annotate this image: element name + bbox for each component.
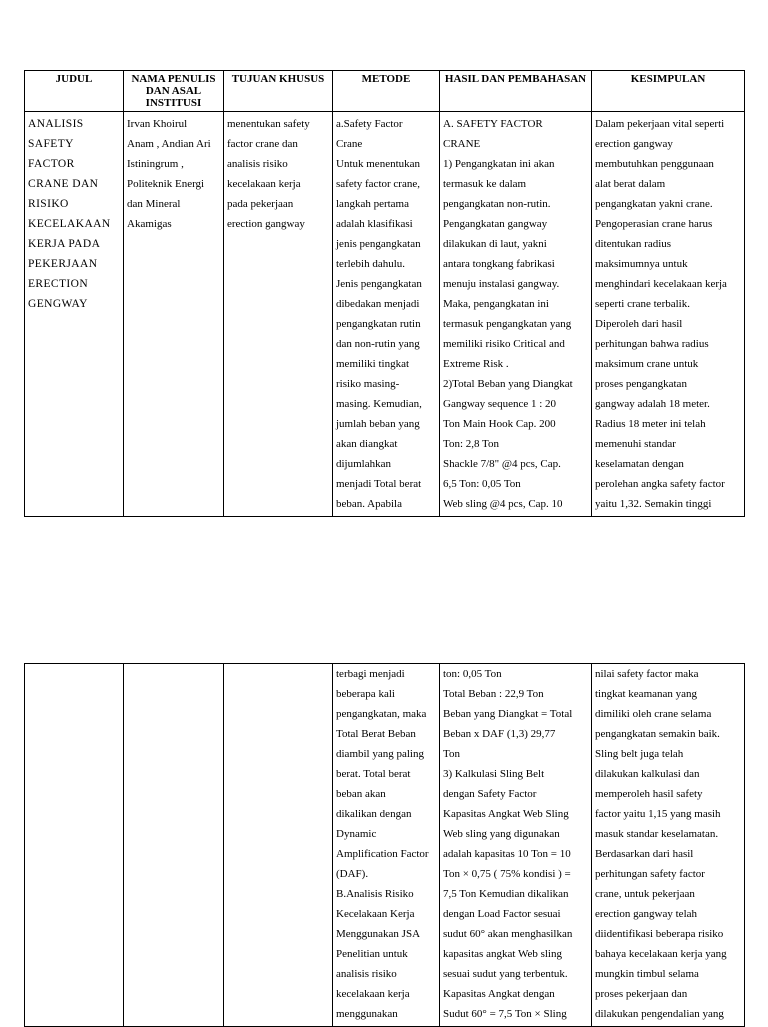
text-line: Maka, pengangkatan ini [443, 298, 549, 310]
text-line: erection gangway [227, 218, 305, 230]
text-line: Menggunakan JSA [336, 928, 421, 940]
text-line: GENGWAY [28, 298, 88, 310]
hasil-cell [440, 664, 592, 1027]
text-line: Penelitian untuk [336, 948, 408, 960]
text-line: Politeknik Energi [127, 178, 205, 190]
text-line: dimiliki oleh crane selama [595, 708, 712, 720]
header-judul: JUDUL [25, 71, 124, 112]
text-line: dengan Load Factor sesuai [443, 908, 561, 920]
text-line: Sudut 60° = 7,5 Ton × Sling [443, 1008, 567, 1020]
text-line: dijumlahkan [336, 458, 391, 470]
text-line: memiliki risiko Critical and [443, 338, 565, 350]
text-line: pengangkatan semakin baik. [595, 728, 720, 740]
text-line: masing. Kemudian, [336, 398, 422, 410]
review-table-page-2 [24, 663, 745, 1027]
penulis-cell [124, 112, 224, 517]
text-line: adalah klasifikasi [336, 218, 413, 230]
text-line: memperoleh hasil safety [595, 788, 703, 800]
text-line: CRANE DAN [28, 178, 99, 190]
text-line: sudut 60° akan menghasilkan [443, 928, 573, 940]
text-line: pengangkatan non-rutin. [443, 198, 551, 210]
text-line: pengangkatan, maka [336, 708, 427, 720]
text-line: maksimum crane untuk [595, 358, 699, 370]
text-line: Dynamic [336, 828, 377, 840]
text-line: Akamigas [127, 218, 172, 230]
text-line: Amplification Factor [336, 848, 429, 860]
text-line: Total Berat Beban [336, 728, 416, 740]
text-line: berat. Total berat [336, 768, 411, 780]
text-line: 6,5 Ton: 0,05 Ton [443, 478, 521, 490]
header-hasil-pembahasan: HASIL DAN PEMBAHASAN [440, 71, 592, 112]
text-line: Untuk menentukan [336, 158, 421, 170]
hasil-cell [440, 112, 592, 517]
kesimpulan-cell [592, 664, 745, 1027]
text-line: Dalam pekerjaan vital seperti [595, 118, 725, 130]
text-line: Web sling yang digunakan [443, 828, 560, 840]
tujuan-cell [224, 112, 333, 517]
text-line: beban. Apabila [336, 498, 402, 510]
table-row [25, 112, 745, 517]
text-line: termasuk ke dalam [443, 178, 527, 190]
text-line: Ton Main Hook Cap. 200 [443, 418, 556, 430]
text-line: diambil yang paling [336, 748, 424, 760]
text-line: mungkin timbul selama [595, 968, 699, 980]
text-line: Sling belt juga telah [595, 748, 684, 760]
text-line: jenis pengangkatan [336, 238, 421, 250]
text-line: factor crane dan [227, 138, 298, 150]
text-line: menjadi Total berat [336, 478, 422, 490]
text-line: safety factor crane, [336, 178, 420, 190]
text-line: 1) Pengangkatan ini akan [443, 158, 555, 170]
table-row [25, 664, 745, 1027]
text-line: Gangway sequence 1 : 20 [443, 398, 557, 410]
text-line: 2)Total Beban yang Diangkat [443, 378, 573, 390]
text-line: beban akan [336, 788, 386, 800]
text-line: menghindari kecelakaan kerja [595, 278, 727, 290]
text-line: 3) Kalkulasi Sling Belt [443, 768, 545, 780]
header-nama-penulis: NAMA PENULIS DAN ASAL INSTITUSI [124, 71, 224, 112]
header-tujuan-khusus: TUJUAN KHUSUS [224, 71, 333, 112]
text-line: ANALISIS [28, 118, 84, 130]
text-line: KECELAKAAN [28, 218, 111, 230]
text-line: diidentifikasi beberapa risiko [595, 928, 724, 940]
text-line: crane, untuk pekerjaan [595, 888, 695, 900]
text-line: kecelakaan kerja [336, 988, 410, 1000]
text-line: Radius 18 meter ini telah [595, 418, 706, 430]
text-line: Pengangkatan gangway [443, 218, 548, 230]
text-line: perolehan angka safety factor [595, 478, 725, 490]
text-line: alat berat dalam [595, 178, 666, 190]
text-line: SAFETY [28, 138, 74, 150]
text-line: erection gangway telah [595, 908, 698, 920]
text-line: gangway adalah 18 meter. [595, 398, 710, 410]
text-line: menggunakan [336, 1008, 398, 1020]
text-line: bahaya kecelakaan kerja yang [595, 948, 727, 960]
text-line: pengangkatan rutin [336, 318, 421, 330]
text-line: A. SAFETY FACTOR [443, 118, 543, 130]
text-line: menentukan safety [227, 118, 310, 130]
text-line: menuju instalasi gangway. [443, 278, 560, 290]
text-line: maksimumnya untuk [595, 258, 688, 270]
text-line: beberapa kali [336, 688, 395, 700]
text-line: adalah kapasitas 10 Ton = 10 [443, 848, 571, 860]
text-line: CRANE [443, 138, 481, 150]
text-line: nilai safety factor maka [595, 668, 699, 680]
text-line: dan Mineral [127, 198, 181, 210]
text-line: memenuhi standar [595, 438, 676, 450]
text-line: (DAF). [336, 868, 369, 880]
judul-cell [25, 112, 124, 517]
text-line: masuk standar keselamatan. [595, 828, 719, 840]
text-line: Crane [336, 138, 363, 150]
text-line: Irvan Khoirul [127, 118, 188, 130]
text-line: dilakukan di laut, yakni [443, 238, 547, 250]
text-line: yaitu 1,32. Semakin tinggi [595, 498, 712, 510]
text-line: kapasitas angkat Web sling [443, 948, 562, 960]
text-line: 7,5 Ton Kemudian dikalikan [443, 888, 569, 900]
text-line: Istiningrum , [127, 158, 184, 170]
metode-cell [333, 112, 440, 517]
text-line: terbagi menjadi [336, 668, 405, 680]
text-line: a.Safety Factor [336, 118, 403, 130]
header-kesimpulan: KESIMPULAN [592, 71, 745, 112]
text-line: dilakukan pengendalian yang [595, 1008, 724, 1020]
text-line: jumlah beban yang [336, 418, 420, 430]
text-line: proses pekerjaan dan [595, 988, 688, 1000]
text-line: akan diangkat [336, 438, 398, 450]
text-line: analisis risiko [336, 968, 397, 980]
text-line: Shackle 7/8" @4 pcs, Cap. [443, 458, 561, 470]
text-line: membutuhkan penggunaan [595, 158, 714, 170]
text-line: termasuk pengangkatan yang [443, 318, 572, 330]
text-line: dikalikan dengan [336, 808, 412, 820]
text-line: Kecelakaan Kerja [336, 908, 415, 920]
text-line: pengangkatan yakni crane. [595, 198, 713, 210]
text-line: PEKERJAAN [28, 258, 98, 270]
text-line: Web sling @4 pcs, Cap. 10 [443, 498, 563, 510]
text-line: pada pekerjaan [227, 198, 294, 210]
text-line: dengan Safety Factor [443, 788, 537, 800]
text-line: Diperoleh dari hasil [595, 318, 683, 330]
text-line: RISIKO [28, 198, 69, 210]
text-line: terlebih dahulu. [336, 258, 406, 270]
text-line: FACTOR [28, 158, 75, 170]
text-line: Ton × 0,75 ( 75% kondisi ) = [443, 868, 571, 880]
text-line: langkah pertama [336, 198, 409, 210]
text-line: ditentukan radius [595, 238, 672, 250]
text-line: perhitungan safety factor [595, 868, 705, 880]
text-line: risiko masing- [336, 378, 400, 390]
text-line: Beban yang Diangkat = Total [443, 708, 573, 720]
text-line: proses pengangkatan [595, 378, 687, 390]
metode-cell [333, 664, 440, 1027]
text-line: memiliki tingkat [336, 358, 410, 370]
text-line: Ton [443, 748, 460, 760]
text-line: seperti crane terbalik. [595, 298, 690, 310]
text-line: tingkat keamanan yang [595, 688, 698, 700]
text-line: Ton: 2,8 Ton [443, 438, 500, 450]
text-line: Extreme Risk . [443, 358, 509, 370]
text-line: erection gangway [595, 138, 673, 150]
text-line: sesuai sudut yang terbentuk. [443, 968, 568, 980]
review-table-page-1 [24, 70, 745, 517]
tujuan-cell [224, 664, 333, 1027]
text-line: Berdasarkan dari hasil [595, 848, 694, 860]
text-line: dilakukan kalkulasi dan [595, 768, 700, 780]
text-line: dan non-rutin yang [336, 338, 420, 350]
text-line: analisis risiko [227, 158, 288, 170]
text-line: ton: 0,05 Ton [443, 668, 502, 680]
text-line: keselamatan dengan [595, 458, 684, 470]
text-line: ERECTION [28, 278, 89, 290]
text-line: Anam , Andian Ari [127, 138, 211, 150]
text-line: kecelakaan kerja [227, 178, 301, 190]
text-line: B.Analisis Risiko [336, 888, 414, 900]
text-line: Pengoperasian crane harus [595, 218, 713, 230]
text-line: Kapasitas Angkat dengan [443, 988, 555, 1000]
kesimpulan-cell [592, 112, 745, 517]
text-line: Kapasitas Angkat Web Sling [443, 808, 569, 820]
text-line: Beban x DAF (1,3) 29,77 [443, 728, 556, 740]
judul-cell [25, 664, 124, 1027]
header-row [25, 71, 745, 112]
text-line: Total Beban : 22,9 Ton [443, 688, 544, 700]
penulis-cell [124, 664, 224, 1027]
text-line: KERJA PADA [28, 238, 101, 250]
text-line: dibedakan menjadi [336, 298, 420, 310]
text-line: factor yaitu 1,15 yang masih [595, 808, 721, 820]
header-metode: METODE [333, 71, 440, 112]
text-line: perhitungan bahwa radius [595, 338, 709, 350]
text-line: antara tongkang fabrikasi [443, 258, 555, 270]
text-line: Jenis pengangkatan [336, 278, 422, 290]
